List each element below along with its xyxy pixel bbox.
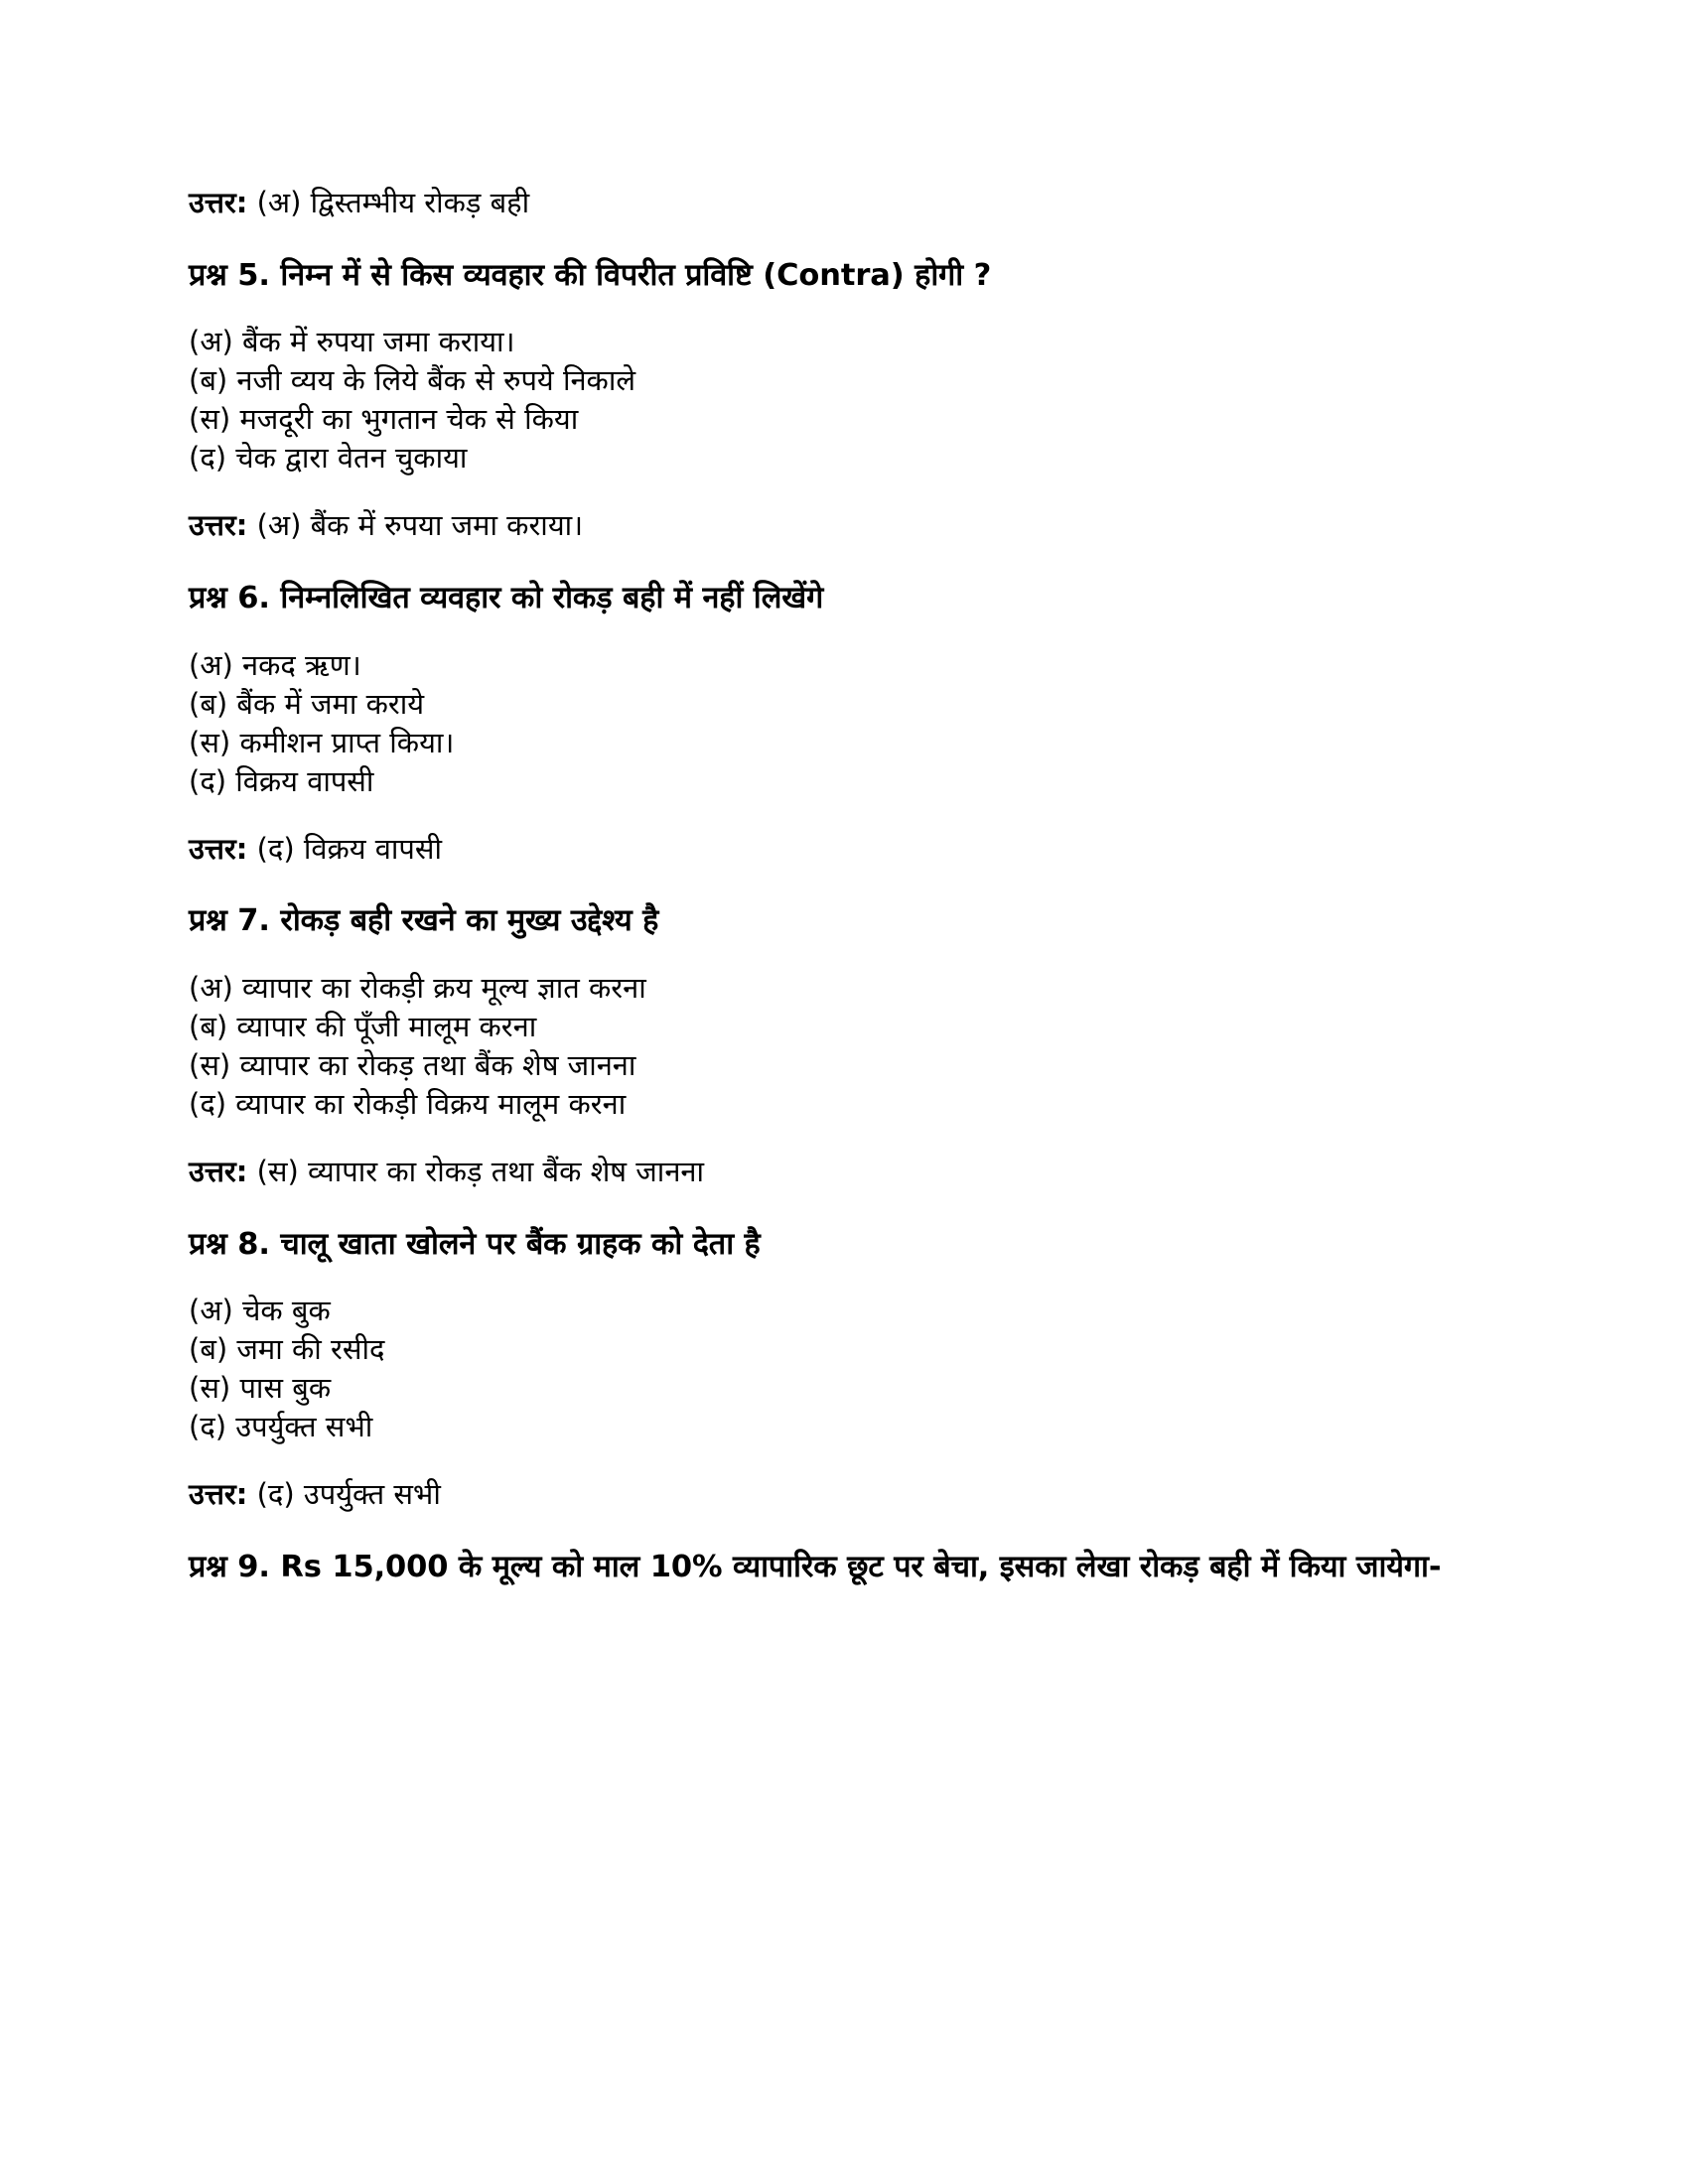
question-heading-5: प्रश्न 5. निम्न में से किस व्यवहार की विपरीत प्रविष्टि (Contra) होगी ? (189, 257, 992, 293)
question-heading-7: प्रश्न 7. रोकड़ बही रखने का मुख्य उद्देश्य है (189, 903, 659, 939)
option-list-8 (189, 1292, 1499, 1446)
question-heading-9: प्रश्न 9. Rs 15,000 के मूल्य को माल 10% व्यापारिक छूट पर बेचा, इसका लेखा रोकड़ बही में किया जायेगा- (189, 1550, 1442, 1584)
spacer (189, 941, 1499, 969)
question-heading-6: प्रश्न 6. निम्नलिखित व्यवहार को रोकड़ बही में नहीं लिखेंगे (189, 581, 824, 616)
answer-label: उत्तर: (189, 831, 248, 866)
spacer (189, 618, 1499, 646)
option-item: (द) विक्रय वापसी (189, 763, 374, 798)
option-item: (ब) बैंक में जमा कराये (189, 686, 425, 721)
answer-label: उत्तर: (189, 508, 248, 543)
option-list-7 (189, 969, 1499, 1124)
option-item: (अ) व्यापार का रोकड़ी क्रय मूल्य ज्ञात करना (189, 970, 646, 1005)
spacer (189, 868, 1499, 901)
answer-line-7 (189, 1154, 1499, 1191)
answer-label: उत्तर: (189, 186, 248, 219)
option-item: (स) मजदूरी का भुगतान चेक से किया (189, 402, 579, 437)
option-item: (द) चेक द्वारा वेतन चुकाया (189, 441, 468, 476)
answer-text: (अ) द्विस्तम्भीय रोकड़ बही (256, 186, 530, 219)
option-item: (स) पास बुक (189, 1371, 332, 1406)
answer-line-5 (189, 507, 1499, 545)
option-item: (ब) जमा की रसीद (189, 1332, 385, 1367)
option-item: (अ) नकद ऋण। (189, 647, 361, 682)
spacer (189, 295, 1499, 323)
spacer (189, 1191, 1499, 1225)
answer-text: (द) उपर्युक्त सभी (256, 1477, 441, 1512)
option-item: (ब) नजी व्यय के लिये बैंक से रुपये निकाले (189, 363, 636, 398)
answer-line-8 (189, 1476, 1499, 1514)
option-item: (ब) व्यापार की पूँजी मालूम करना (189, 1009, 537, 1043)
spacer (189, 801, 1499, 831)
option-item: (अ) बैंक में रुपया जमा कराया। (189, 325, 515, 359)
spacer (189, 545, 1499, 579)
answer-label: उत्तर: (189, 1477, 248, 1512)
document-body (189, 185, 1499, 1587)
spacer (189, 478, 1499, 507)
spacer (189, 1124, 1499, 1154)
answer-text: (अ) बैंक में रुपया जमा कराया। (256, 508, 584, 543)
option-item: (द) उपर्युक्त सभी (189, 1410, 373, 1444)
option-item: (स) कमीशन प्राप्त किया। (189, 725, 455, 759)
option-item: (द) व्यापार का रोकड़ी विक्रय मालूम करना (189, 1086, 627, 1121)
answer-line-6 (189, 831, 1499, 869)
option-list-5 (189, 323, 1499, 478)
option-list-6 (189, 646, 1499, 801)
option-item: (स) व्यापार का रोकड़ तथा बैंक शेष जानना (189, 1047, 636, 1082)
spacer (189, 1264, 1499, 1292)
spacer (189, 1514, 1499, 1548)
spacer (189, 222, 1499, 256)
answer-text: (स) व्यापार का रोकड़ तथा बैंक शेष जानना (256, 1154, 705, 1188)
spacer (189, 1446, 1499, 1476)
answer-label: उत्तर: (189, 1154, 248, 1188)
answer-text: (द) विक्रय वापसी (256, 831, 443, 866)
answer-line (189, 185, 1499, 222)
question-heading-8: प्रश्न 8. चालू खाता खोलने पर बैंक ग्राहक को देता है (189, 1226, 761, 1262)
option-item: (अ) चेक बुक (189, 1294, 331, 1328)
